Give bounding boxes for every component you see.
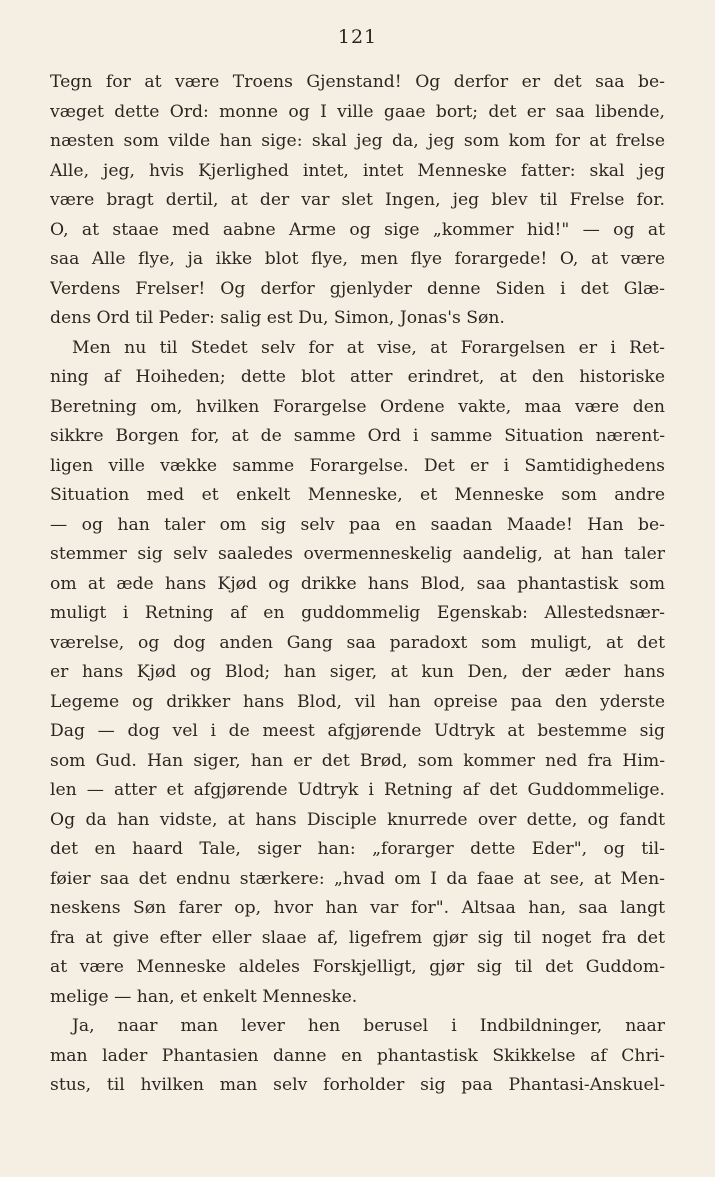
- text-line: Dag — dog vel i de meest afgjørende Udtryk at bestemme sig: [50, 721, 665, 741]
- text-line: stus, til hvilken man selv forholder sig paa Phantasi-Anskuel-: [50, 1075, 665, 1095]
- text-line: om at æde hans Kjød og drikke hans Blod, saa phantastisk som: [50, 573, 665, 594]
- text-line: Alle, jeg, hvis Kjerlighed intet, intet Menneske fatter: skal jeg: [50, 160, 665, 181]
- text-line: man lader Phantasien danne en phantastisk Skikkelse af Chri-: [50, 1045, 665, 1066]
- text-line: fra at give efter eller slaae af, ligefrem gjør sig til noget fra det: [50, 927, 665, 948]
- text-line: stemmer sig selv saaledes overmenneskelig aandelig, at han taler: [50, 544, 665, 564]
- text-line: føier saa det endnu stærkere: „hvad om I da faae at see, at Men-: [50, 868, 665, 889]
- text-line: er hans Kjød og Blod; han siger, at kun Den, der æder hans: [50, 662, 665, 682]
- text-line: O, at staae med aabne Arme og sige „kommer hid!" — og at: [50, 219, 665, 240]
- text-line: sikkre Borgen for, at de samme Ord i samme Situation nærent-: [50, 426, 665, 446]
- text-line: som Gud. Han siger, han er det Brød, som kommer ned fra Him-: [50, 750, 665, 771]
- text-line: ning af Hoiheden; dette blot atter erindret, at den historiske: [50, 367, 665, 387]
- text-line: dens Ord til Peder: salig est Du, Simon, Jonas's Søn.: [50, 308, 505, 328]
- text-line: at være Menneske aldeles Forskjelligt, gjør sig til det Guddom-: [50, 957, 665, 977]
- text-line: Legeme og drikker hans Blod, vil han opreise paa den yderste: [50, 691, 665, 712]
- text-line: Og da han vidste, at hans Disciple knurrede over dette, og fandt: [50, 809, 665, 830]
- text-line: væget dette Ord: monne og I ville gaae bort; det er saa libende,: [50, 101, 665, 122]
- text-line: næsten som vilde han sige: skal jeg da, jeg som kom for at frelse: [50, 131, 665, 151]
- text-line: muligt i Retning af en guddommelig Egenskab: Allestedsnær-: [50, 603, 665, 623]
- text-line: det en haard Tale, siger han: „forarger dette Eder", og til-: [50, 839, 665, 859]
- body-text: [50, 68, 665, 1101]
- text-line: melige — han, et enkelt Menneske.: [50, 986, 358, 1007]
- text-line: saa Alle flye, ja ikke blot flye, men flye forargede! O, at være: [50, 249, 665, 269]
- text-line: Men nu til Stedet selv for at vise, at Forargelsen er i Ret-: [72, 337, 665, 358]
- text-line: værelse, og dog anden Gang saa paradoxt som muligt, at det: [50, 632, 665, 653]
- text-line: Tegn for at være Troens Gjenstand! Og derfor er det saa be-: [50, 72, 665, 92]
- text-line: — og han taler om sig selv paa en saadan Maade! Han be-: [50, 514, 665, 535]
- text-line: ligen ville vække samme Forargelse. Det er i Samtidighedens: [50, 455, 665, 476]
- text-line: Beretning om, hvilken Forargelse Ordene vakte, maa være den: [50, 396, 665, 417]
- text-line: Situation med et enkelt Menneske, et Menneske som andre: [50, 485, 665, 505]
- text-line: len — atter et afgjørende Udtryk i Retning af det Guddommelige.: [50, 780, 665, 800]
- text-line: være bragt dertil, at der var slet Ingen, jeg blev til Frelse for.: [50, 190, 665, 210]
- text-line: Ja, naar man lever hen berusel i Indbildninger, naar: [72, 1016, 665, 1036]
- text-line: Verdens Frelser! Og derfor gjenlyder denne Siden i det Glæ-: [50, 278, 665, 299]
- page-number: 121: [337, 26, 378, 48]
- text-line: neskens Søn farer op, hvor han var for". Altsaa han, saa langt: [50, 898, 665, 918]
